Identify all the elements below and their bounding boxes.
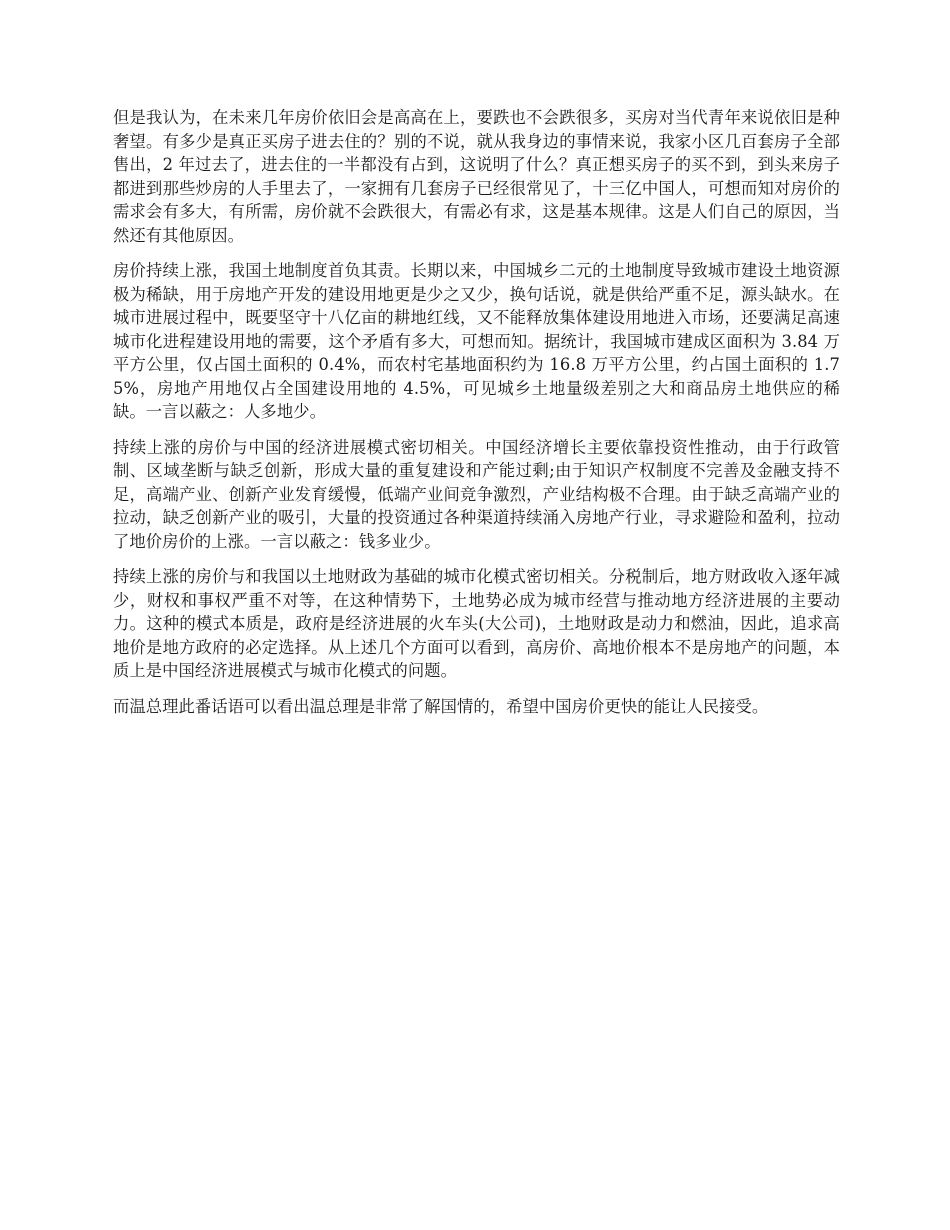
paragraph-land-system: 房价持续上涨，我国土地制度首负其责。长期以来，中国城乡二元的土地制度导致城市建设土地资源极为稀缺，用于房地产开发的建设用地更是少之又少，换句话说，就是供给严重不足，源头缺水。在城市进展过程中，既要坚守十八亿亩的耕地红线，又不能释放集体建设用地进入市场，还要满足高速城市化进程建设用地的需要，这个矛盾有多大，可想而知。据统计，我国城市建成区面积为 3.84 万平方公里，仅占国土面积的 0.4%，而农村宅基地面积约为 16.8 万平方公里，约占国土面积的 1.75%，房地产用地仅占全国建设用地的 4.5%，可见城乡土地量级差别之大和商品房土地供应的稀缺。一言以蔽之：人多地少。	[113, 261, 840, 421]
paragraph-economic-model: 持续上涨的房价与中国的经济进展模式密切相关。中国经济增长主要依靠投资性推动，由于行政管制、区域垄断与缺乏创新，形成大量的重复建设和产能过剩;由于知识产权制度不完善及金融支持不足，高端产业、创新产业发育缓慢，低端产业间竞争激烈，产业结构极不合理。由于缺乏高端产业的拉动，缺乏创新产业的吸引，大量的投资通过各种渠道持续涌入房地产行业，寻求避险和盈利，拉动了地价房价的上涨。一言以蔽之：钱多业少。	[113, 437, 840, 551]
document-page	[113, 106, 840, 730]
paragraph-land-finance: 持续上涨的房价与和我国以土地财政为基础的城市化模式密切相关。分税制后，地方财政收入逐年减少，财权和事权严重不对等，在这种情势下，土地势必成为城市经营与推动地方经济进展的主要动力。这种的模式本质是，政府是经济进展的火车头(大公司)，土地财政是动力和燃油，因此，追求高地价是地方政府的必定选择。从上述几个方面可以看到，高房价、高地价根本不是房地产的问题，本质上是中国经济进展模式与城市化模式的问题。	[113, 567, 840, 680]
paragraph-housing-demand: 但是我认为，在未来几年房价依旧会是高高在上，要跌也不会跌很多，买房对当代青年来说依旧是种奢望。有多少是真正买房子进去住的？别的不说，就从我身边的事情来说，我家小区几百套房子全部售出，2 年过去了，进去住的一半都没有占到，这说明了什么？真正想买房子的买不到，到头来房子都进到那些炒房的人手里去了，一家拥有几套房子已经很常见了，十三亿中国人，可想而知对房价的需求会有多大，有所需，房价就不会跌很大，有需必有求，这是基本规律。这是人们自己的原因，当然还有其他原因。	[113, 108, 840, 245]
paragraph-conclusion: 而温总理此番话语可以看出温总理是非常了解国情的，希望中国房价更快的能让人民接受。	[113, 696, 769, 716]
